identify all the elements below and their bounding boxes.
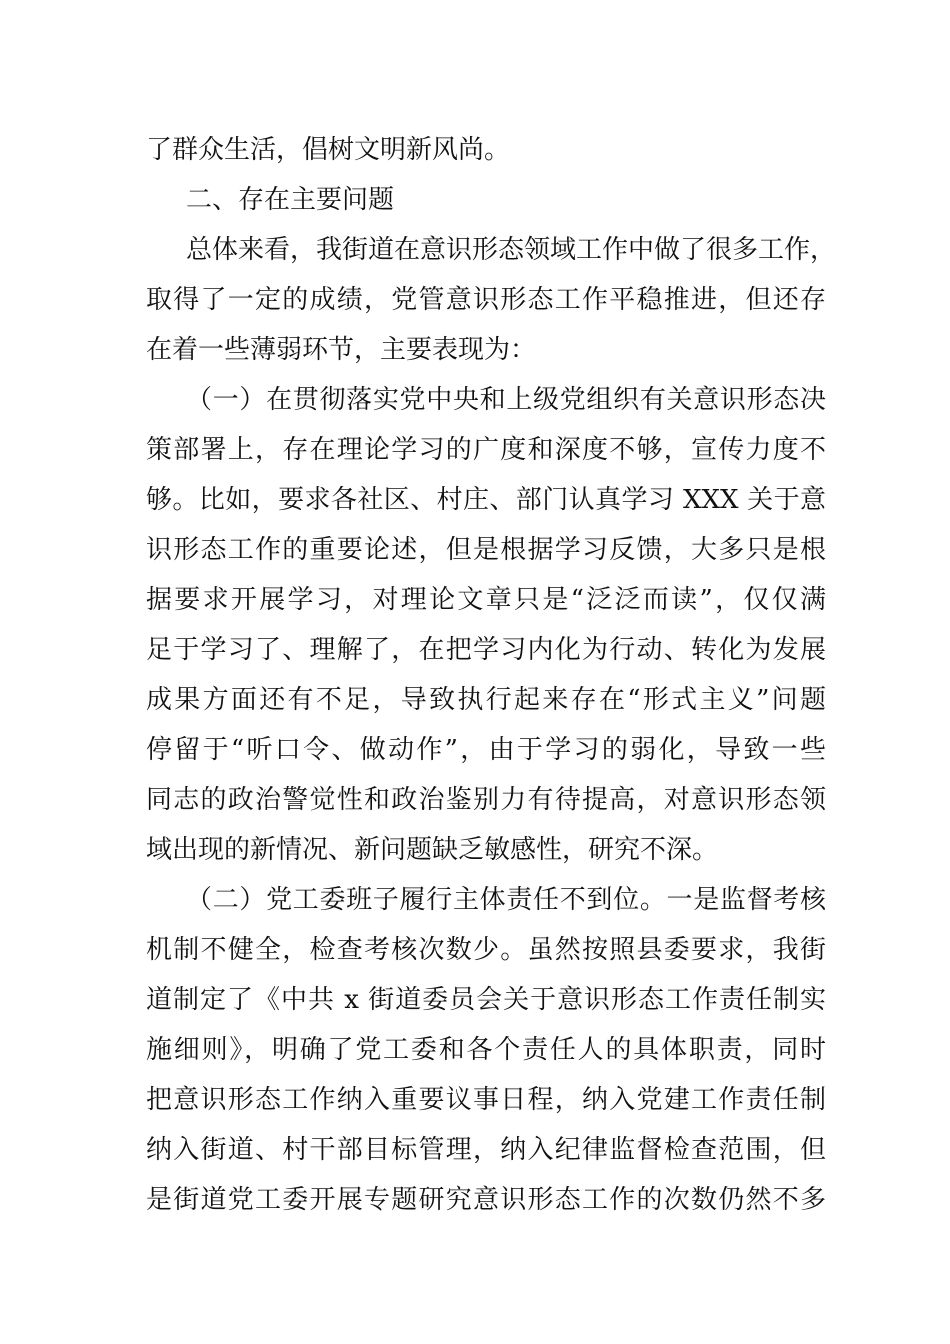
- text-line: 域出现的新情况、新问题缺乏敏感性，研究不深。: [146, 835, 719, 865]
- text-line: 道制定了《中共 x 街道委员会关于意识形态工作责任制实: [146, 985, 826, 1015]
- text-line: 把意识形态工作纳入重要议事日程，纳入党建工作责任制: [146, 1085, 826, 1115]
- text-line: 停留于“听口令、做动作”，由于学习的弱化，导致一些: [146, 735, 826, 765]
- text-line: 了群众生活，倡树文明新风尚。: [146, 135, 511, 165]
- text-line: 够。比如，要求各社区、村庄、部门认真学习 XXX 关于意: [146, 485, 826, 515]
- text-line: 策部署上，存在理论学习的广度和深度不够，宣传力度不: [146, 435, 826, 465]
- text-line: 施细则》，明确了党工委和各个责任人的具体职责，同时: [146, 1035, 826, 1065]
- text-line: 同志的政治警觉性和政治鉴别力有待提高，对意识形态领: [146, 785, 826, 815]
- text-line: （二）党工委班子履行主体责任不到位。一是监督考核: [186, 885, 826, 915]
- text-line: 总体来看，我街道在意识形态领域工作中做了很多工作，: [186, 235, 837, 265]
- text-line: 纳入街道、村干部目标管理，纳入纪律监督检查范围，但: [146, 1135, 826, 1165]
- text-line: 据要求开展学习，对理论文章只是“泛泛而读”，仅仅满: [146, 585, 826, 615]
- text-line: 识形态工作的重要论述，但是根据学习反馈，大多只是根: [146, 535, 826, 565]
- text-line: 取得了一定的成绩，党管意识形态工作平稳推进，但还存: [146, 285, 826, 315]
- text-line: 机制不健全，检查考核次数少。虽然按照县委要求，我街: [146, 935, 826, 965]
- text-line: （一）在贯彻落实党中央和上级党组织有关意识形态决: [186, 385, 826, 415]
- text-line: 是街道党工委开展专题研究意识形态工作的次数仍然不多: [146, 1185, 826, 1215]
- text-line: 成果方面还有不足，导致执行起来存在“形式主义”问题: [146, 685, 826, 715]
- text-line: 足于学习了、理解了，在把学习内化为行动、转化为发展: [146, 635, 826, 665]
- section-heading: 二、存在主要问题: [186, 185, 395, 215]
- text-line: 在着一些薄弱环节，主要表现为：: [146, 335, 537, 365]
